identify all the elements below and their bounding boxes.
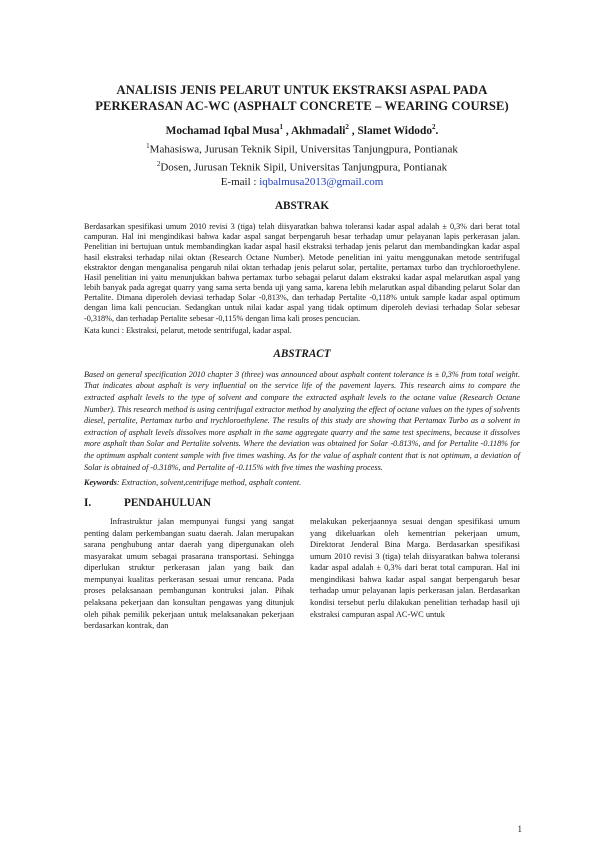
author-separator: , bbox=[348, 125, 358, 138]
email-line bbox=[84, 175, 520, 189]
abstrak-text: Berdasarkan spesifikasi umum 2010 revisi 3 (tiga) telah diisyaratkan bahwa toleransi kadar aspal adalah ± 0,3% dari berat total campuran. Hal ini mengindikasi bahwa kadar aspal sangat berpengaruh besar terhadap umur pelayanan lapis perkerasan jalan. Penelitian ini bertujuan untuk membandingkan kadar aspal hasil ekstraksi terhadap jenis pelarut dan membandingkan kadar aspal hasil ekstraksi terhadap nilai oktan (Research Octane Number). Metode penelitian ini yaitu menggunakan metode sentrifugal ekstraktor dengan menganalisa pengaruh nilai oktan terhadap jenis pelarut solar, pertalite, pertamax turbo dan trychloroethylene. Hasil penelitian ini yaitu menunjukkan bahwa pertamax turbo sebagai pelarut dalam ekstraksi kadar aspal melarutkan aspal yang lebih banyak pada agregat quarry yang sama serta benda uji yang sama, karena lebih melarutkan aspal dibanding pelarut Solar dan Pertalite. Dimana diperoleh deviasi terhadap Solar -0,813%, dan terhadap Pertalite -0,118% untuk sample kadar aspal optimum dengan lima kali pencucian. Sedangkan untuk nilai kadar aspal yang tidak optimum diperoleh deviasi terhadap Solar sebesar -0,318%, dan terhadap Pertalite sebesar -0,115% dengan lima kali proses pencucian. bbox=[84, 222, 520, 323]
abstract-heading: ABSTRACT bbox=[273, 347, 331, 360]
author-sup: 1 bbox=[279, 123, 284, 132]
section-heading bbox=[84, 496, 520, 510]
author-name: Mochamad Iqbal Musa bbox=[165, 125, 280, 138]
abstrak-heading: ABSTRAK bbox=[274, 200, 330, 213]
paragraph: Infrastruktur jalan mempunyai fungsi yang sangat penting dalam perkembangan suatu daerah. Jalan merupakan sarana penghubung antar daerah yang dipergunakan oleh masyarakat umum sebagai prasarana transportasi. Sehingga diperlukan struktur perkerasan jalan yang baik dan mempunyai kualitas perkerasan sesuai umur rencana. Pada proses pelaksanaan pembangunan kontruksi jalan. Pihak pelaksana pekerjaan dan konsultan pengawas yang ditunjuk oleh pihak pemilik pekerjaan untuk melaksanakan pekerjaan berdasarkan kontrak, dan bbox=[84, 517, 294, 631]
author-sup: 2 bbox=[432, 123, 436, 132]
paper-title: ANALISIS JENIS PELARUT UNTUK EKSTRAKSI ASPAL PADA PERKERASAN AC-WC (ASPHALT CONCRETE – WEARING COURSE) bbox=[95, 83, 509, 114]
right-column bbox=[310, 516, 520, 631]
keywords-text: : Extraction, solvent,centrifuge method, asphalt content. bbox=[116, 478, 302, 488]
page-number: 1 bbox=[517, 824, 522, 834]
author-name: Slamet Widodo bbox=[357, 125, 433, 138]
paragraph: melakukan pekerjaannya sesuai dengan spesifikasi umum yang dikeluarkan oleh kementrian pekerjaan umum, Direktorat Jenderal Bina Marga. Berdasarkan spesifikasi umum 2010 revisi 3 (tiga) telah diisyaratkan bahwa toleransi kadar aspal adalah ± 0,3% dari berat total campuran. Hal ini mengindikasi bahwa kadar aspal sangat berpengaruh besar terhadap umur pelayanan lapis perkerasan jalan. Berdasarkan kondisi tersebut perlu dilakukan penelitian terhadap hasil uji ekstraksi campuran aspal AC-WC untuk bbox=[310, 517, 520, 619]
two-column-body bbox=[84, 516, 520, 631]
affiliation-text: Mahasiswa, Jurusan Teknik Sipil, Universitas Tanjungpura, Pontianak bbox=[149, 143, 458, 156]
affiliation-sup: 2 bbox=[156, 160, 161, 169]
email-label: E-mail : bbox=[220, 175, 260, 188]
author-name: Akhmadali bbox=[290, 125, 346, 138]
paper-page bbox=[0, 82, 600, 858]
keywords-line bbox=[84, 477, 520, 488]
author-end: . bbox=[435, 125, 439, 138]
affiliation-1 bbox=[84, 139, 520, 157]
author-line bbox=[84, 120, 520, 139]
email-link[interactable]: iqbalmusa2013@gmail.com bbox=[259, 175, 384, 188]
kata-kunci: Kata kunci : Ekstraksi, pelarut, metode sentrifugal, kadar aspal. bbox=[84, 325, 292, 335]
section-title: PENDAHULUAN bbox=[124, 497, 212, 510]
keywords-label: Keywords bbox=[84, 478, 117, 488]
affiliation-sup: 1 bbox=[146, 142, 150, 151]
author-sup: 2 bbox=[345, 123, 349, 132]
affiliation-text: Dosen, Jurusan Teknik Sipil, Universitas Tanjungpura, Pontianak bbox=[160, 161, 448, 174]
abstract-text: Based on general specification 2010 chapter 3 (three) was announced about asphalt content tolerance is ± 0,3% from total weight. That indicates about asphalt is very influential on the service life of the pavement layers. This research aims to compare the extracted asphalt levels to the type of solvent and compare the extracted asphalt levels to the octane value (Research Octane Number). This research method is using centrifugal extractor method by analyzing the effect of octane values on the types of solvents diesel, pertalite, Pertamax turbo and trychloroethylene. The results of this study are showing that Pertamax Turbo as a solvent in extraction of asphalt levels dissolves more asphalt in the same aggregate quarry and the same test specimens, because it dissolves more asphalt than Solar and Pertalite solvents. Where the deviation was obtained for Solar -0.813%, and for Pertalite -0.118% for the optimum asphalt content sample with five times washing. As for the value of asphalt content that is not optimum, a deviation of Solar is obtained of -0.318%, and Pertalite of -0.115% with five times the washing process. bbox=[84, 369, 520, 472]
left-column bbox=[84, 516, 294, 631]
author-separator: , bbox=[283, 125, 291, 138]
section-number: I. bbox=[84, 497, 92, 510]
affiliation-2 bbox=[84, 157, 520, 175]
